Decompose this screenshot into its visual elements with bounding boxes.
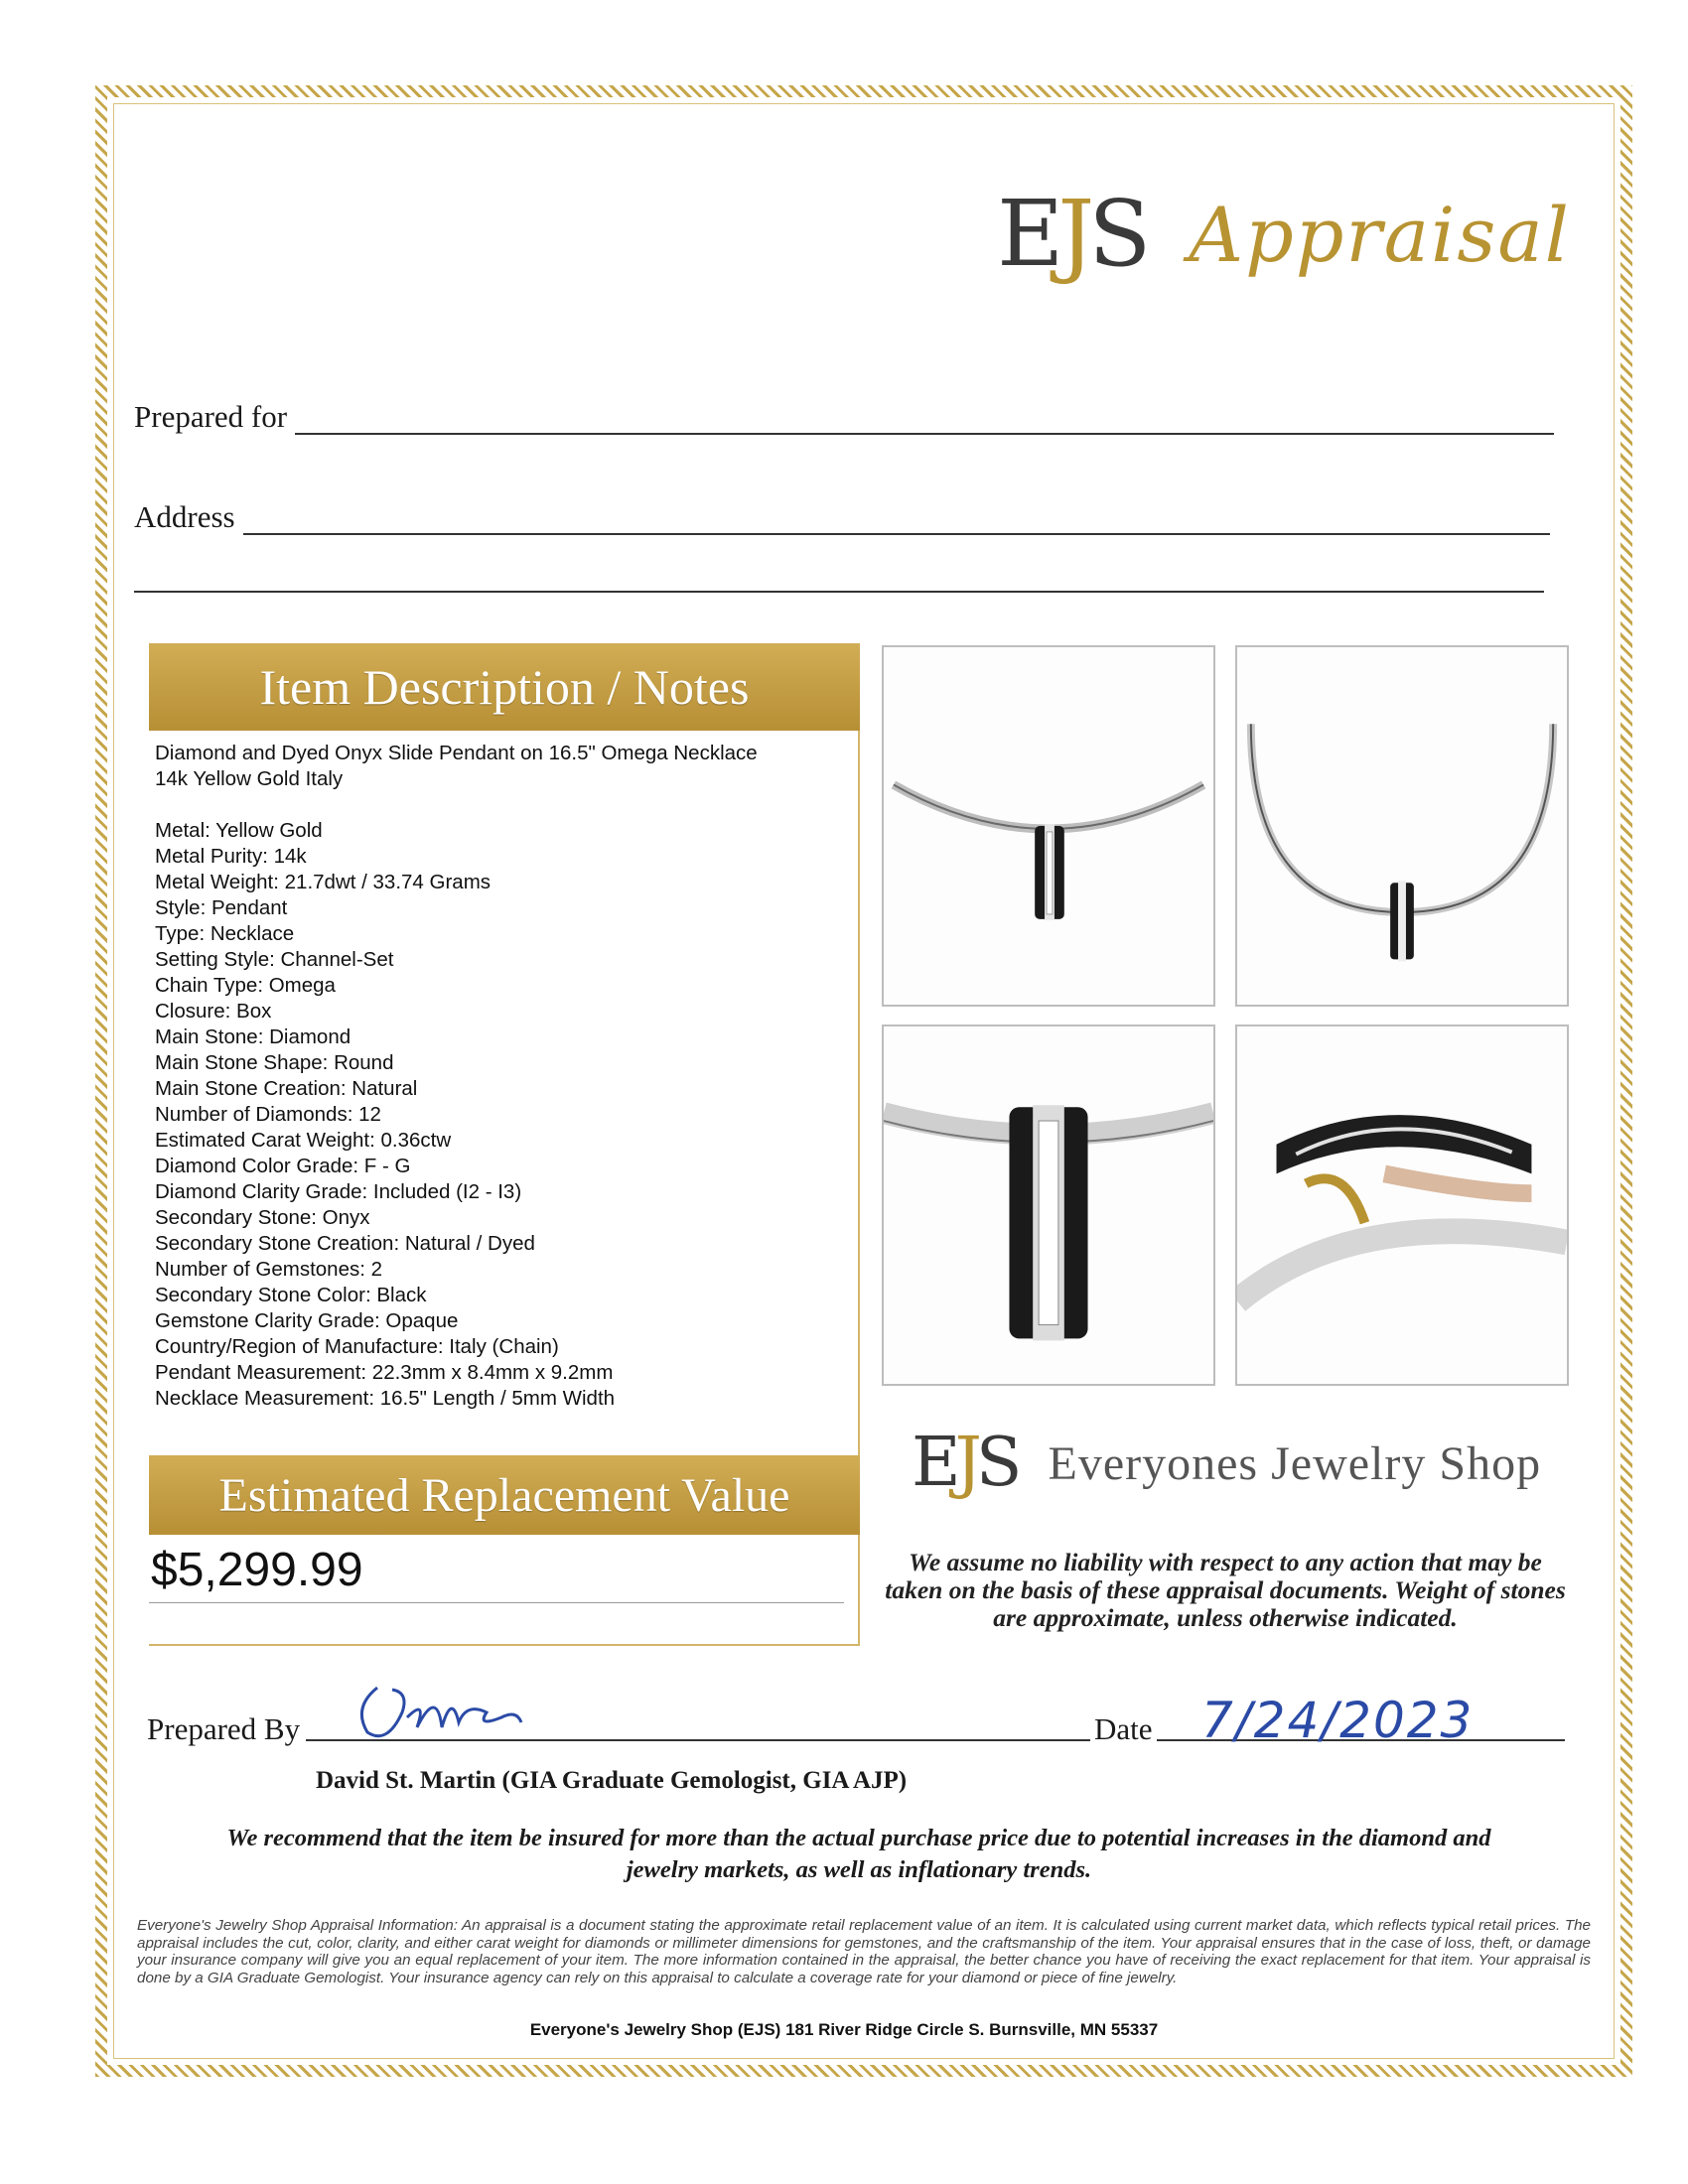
ejs-logo-small: EJS [912, 1424, 1017, 1502]
spec-item: Number of Diamonds: 12 [155, 1103, 381, 1126]
spec-item: Type: Necklace [155, 922, 295, 945]
appraisal-title: Appraisal [1189, 190, 1571, 279]
prepared-by-label: Prepared By [147, 1711, 301, 1746]
pendant-photo-full[interactable] [1235, 645, 1569, 1007]
spec-item: Diamond Color Grade: F - G [155, 1155, 411, 1177]
brand-header [997, 181, 1571, 287]
spec-item: Metal Weight: 21.7dwt / 33.74 Grams [155, 871, 492, 893]
spec-item: Style: Pendant [155, 896, 288, 919]
pendant-photo-bail[interactable] [1235, 1024, 1569, 1386]
spec-item: Chain Type: Omega [155, 974, 336, 997]
spec-item: Number of Gemstones: 2 [155, 1258, 383, 1281]
spec-item: Secondary Stone: Onyx [155, 1206, 370, 1229]
item-title-line: 14k Yellow Gold Italy [155, 767, 344, 790]
ejs-logo: EJS [997, 181, 1146, 287]
prepared-for-label: Prepared for [134, 399, 288, 434]
spec-item: Gemstone Clarity Grade: Opaque [155, 1309, 459, 1332]
gemologist-name: David St. Martin (GIA Graduate Gemologist, GIA AJP) [316, 1767, 908, 1794]
item-description [155, 741, 850, 1412]
spec-item: Metal: Yellow Gold [155, 819, 323, 842]
spec-item: Secondary Stone Color: Black [155, 1284, 427, 1306]
spec-item: Metal Purity: 14k [155, 845, 307, 868]
spec-item: Main Stone: Diamond [155, 1025, 352, 1048]
replacement-value-header: Estimated Replacement Value [149, 1455, 860, 1535]
shop-address-footer: Everyone's Jewelry Shop (EJS) 181 River Ridge Circle S. Burnsville, MN 55337 [529, 2020, 1159, 2039]
address-label: Address [134, 499, 235, 534]
prepared-for-field [134, 399, 1554, 435]
spec-item: Diamond Clarity Grade: Included (I2 - I3) [155, 1180, 522, 1203]
item-title-line: Diamond and Dyed Onyx Slide Pendant on 16.5" Omega Necklace [155, 742, 758, 764]
date-label: Date [1090, 1711, 1157, 1747]
price-underline [149, 1602, 844, 1603]
shop-brand [912, 1424, 1542, 1502]
spec-item: Closure: Box [155, 1000, 272, 1023]
spec-item: Main Stone Creation: Natural [155, 1077, 418, 1100]
spec-item: Pendant Measurement: 22.3mm x 8.4mm x 9.2mm [155, 1361, 614, 1384]
prepared-for-line[interactable] [295, 409, 1554, 435]
date-value: 7/24/2023 [1201, 1692, 1475, 1749]
appraisal-fine-print: Everyone's Jewelry Shop Appraisal Information: An appraisal is a document stating the approximate retail replacement value of an item. It is calculated using current market data, which reflects typical retail prices. The appraisal includes the cut, color, clarity, and either carat weight for diamonds or millimeter dimensions for gemstones, and the craftsmanship of the item. Your appraisal ensures that in the case of loss, theft, or damage your insurance company will give you an equal replacement of your item. The more information contained in the appraisal, the better chance you have of receiving the exact replacement for that item. Your appraisal is done by a GIA Graduate Gemologist. Your insurance agency can rely on this appraisal to calculate a coverage rate for your diamond or piece of fine jewelry. [137, 1917, 1591, 1986]
pendant-photo-closeup[interactable] [882, 1024, 1215, 1386]
item-description-header: Item Description / Notes [149, 643, 860, 731]
photo-grid [882, 645, 1571, 1386]
insurance-recommendation: We recommend that the item be insured for more than the actual purchase price due to potential increases in the diamond and jewelry markets, as well as inflationary trends. [226, 1825, 1491, 1883]
spec-item: Country/Region of Manufacture: Italy (Chain) [155, 1335, 559, 1358]
spec-item: Secondary Stone Creation: Natural / Dyed [155, 1232, 535, 1255]
spec-item: Setting Style: Channel-Set [155, 948, 394, 971]
spec-item: Estimated Carat Weight: 0.36ctw [155, 1129, 452, 1152]
address-field [134, 499, 1550, 535]
liability-notice: We assume no liability with respect to any action that may be taken on the basis of these appraisal documents. Weight of stones are approximate, unless otherwise indicated. [885, 1548, 1566, 1632]
signature-mark [348, 1668, 546, 1747]
address-line[interactable] [243, 509, 1550, 535]
spec-item: Necklace Measurement: 16.5" Length / 5mm Width [155, 1387, 616, 1410]
shop-name: Everyones Jewelry Shop [1048, 1436, 1542, 1490]
spec-list [155, 818, 850, 1412]
address-line-2[interactable] [134, 591, 1544, 593]
replacement-price: $5,299.99 [151, 1544, 363, 1596]
spec-item: Main Stone Shape: Round [155, 1051, 394, 1074]
pendant-photo-front[interactable] [882, 645, 1215, 1007]
